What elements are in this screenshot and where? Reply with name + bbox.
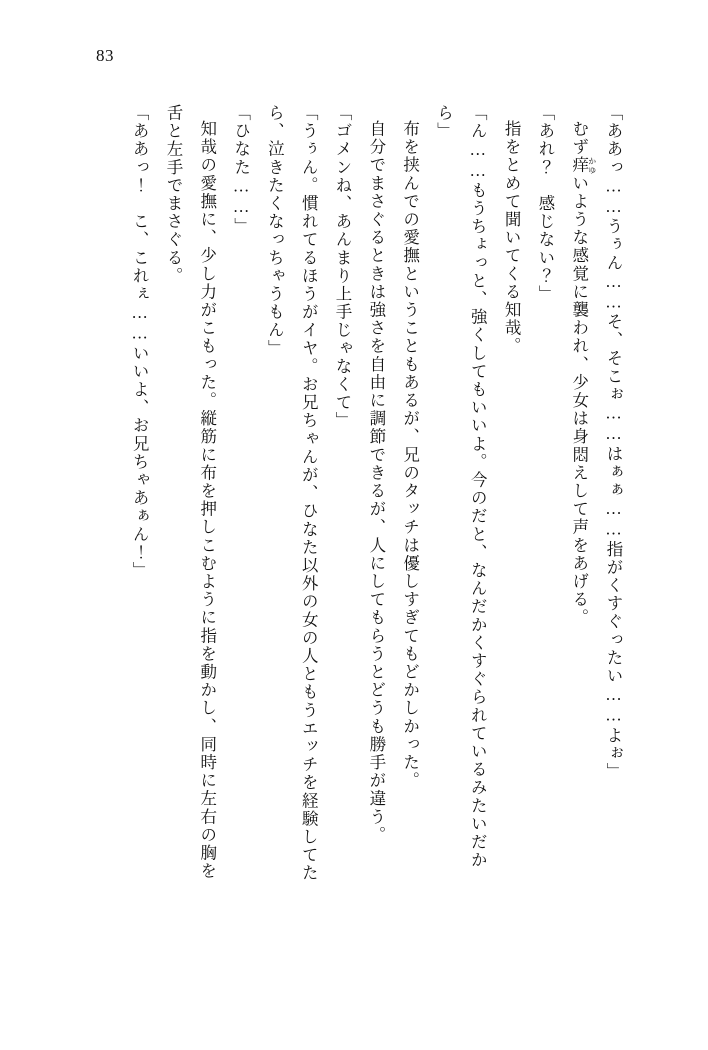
paragraph-11: 知哉の愛撫に、少し力がこもった。縦筋に布を押しこむように指を動かし、同時に左右の胸を舌と左手でまさぐる。 [163,104,217,881]
paragraph-1: 「ああっ……うぅん……そ、そこぉ……はぁぁ……指がくすぐったい……よぉ」 [604,104,623,781]
ruby-text: かゆ [587,156,597,175]
paragraph-2 [562,104,596,894]
paragraph-7: 自分でまさぐるときは強さを自由に調節できるが、人にしてもらうとどうも勝手が違う。 [366,120,386,844]
paragraph-8: 「ゴメンね、あんまり上手じゃなくて」 [333,104,352,430]
page-number: 83 [96,46,114,65]
paragraph-2-suffix: いような感覚に襲われ、少女は身悶えして声をあげる。 [569,174,589,627]
ruby-kayui [569,156,597,175]
paragraph-6: 布を挟んでの愛撫ということもあるが、兄のタッチは優しすぎてもどかしかった。 [400,120,420,790]
paragraph-4: 指をとめて聞いてくる知哉。 [502,120,522,356]
vertical-text-body [70,104,630,894]
paragraph-3: 「あれ？ 感じない？」 [535,104,555,304]
paragraph-2-prefix: むず [569,120,589,157]
paragraph-12: 「ああっ！ こ、これぇ……いいよ、お兄ちゃあぁん！」 [130,104,150,580]
paragraph-10: 「ひなた……」 [231,104,251,236]
paragraph-9: 「うぅん。慣れてるほうがイヤ。お兄ちゃんが、ひなた以外の女の人ともうエッチを経験してたら、泣きたくなっちゃうもん」 [265,104,319,883]
paragraph-5: 「ん……もうちょっと、強くしてもいいよ。今のだと、なんだかくすぐられているみたいだから」 [434,104,488,870]
ruby-base: 痒 [569,156,589,175]
